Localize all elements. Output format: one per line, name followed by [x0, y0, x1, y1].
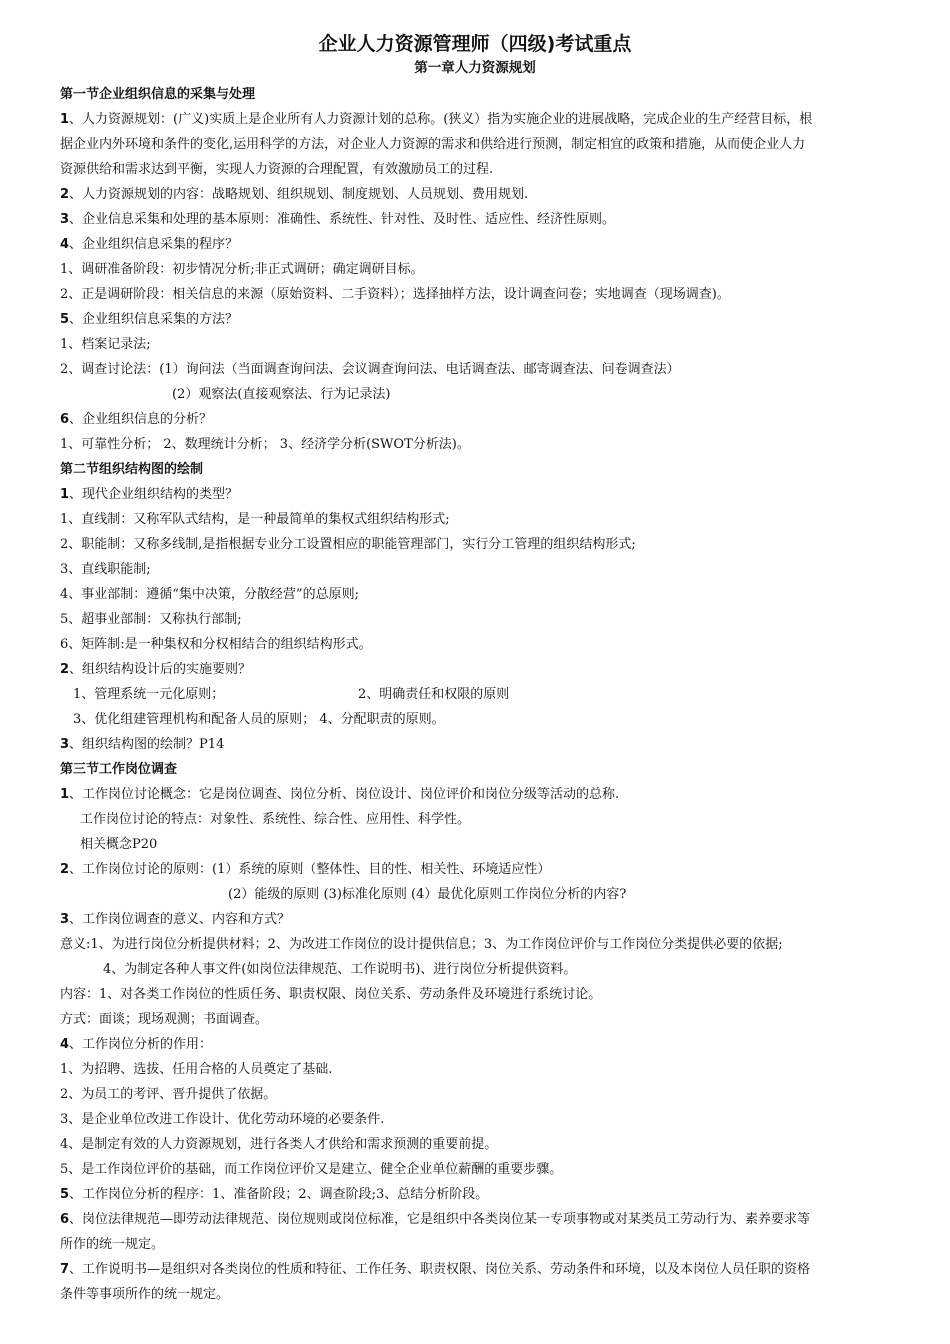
text-line: 3、优化组建管理机构和配备人员的原则； 4、分配职责的原则。 [73, 712, 445, 727]
text-line: 内容：1、对各类工作岗位的性质任务、职责权限、岗位关系、劳动条件及环境进行系统讨论。 [60, 987, 602, 1002]
text-line: 6、岗位法律规范—即劳动法律规范、岗位规则或岗位标准，它是组织中各类岗位某一专项事物或对某类员工劳动行为、素养要求等 [60, 1212, 811, 1227]
text-line: 1、调研准备阶段：初步情况分析;非正式调研；确定调研目标。 [60, 262, 424, 277]
text-line: 3、直线职能制; [60, 562, 151, 577]
text-line: 2、人力资源规划的内容：战略规划、组织规划、制度规划、人员规划、费用规划. [60, 187, 529, 202]
text-line: 4、是制定有效的人力资源规划，进行各类人才供给和需求预测的重要前提。 [60, 1137, 498, 1152]
text-line: 5、工作岗位分析的程序：1、准备阶段；2、调查阶段;3、总结分析阶段。 [60, 1187, 489, 1202]
text-line: 7、工作说明书—是组织对各类岗位的性质和特征、工作任务、职责权限、岗位关系、劳动条件和环境，以及本岗位人员任职的资格 [60, 1262, 811, 1277]
text-line: 1、为招聘、选拔、任用合格的人员奠定了基础. [60, 1062, 333, 1077]
text-line: 1、人力资源规划：(广义)实质上是企业所有人力资源计划的总称。(狭义）指为实施企业的进展战略，完成企业的生产经营目标，根 [60, 112, 813, 127]
text-line: 4、事业部制：遵循“集中决策，分散经营”的总原则; [60, 587, 359, 602]
text-line: 2、为员工的考评、晋升提供了依据。 [60, 1087, 277, 1102]
text-line: 方式：面谈；现场观测；书面调查。 [60, 1012, 269, 1027]
text-line: 5、是工作岗位评价的基础，而工作岗位评价又是建立、健全企业单位薪酬的重要步骤。 [60, 1162, 563, 1177]
text-line: 3、是企业单位改进工作设计、优化劳动环境的必要条件. [60, 1112, 385, 1127]
text-line: (2）观察法(直接观察法、行为记录法) [172, 387, 391, 402]
text-line: 2、正是调研阶段：相关信息的来源（原始资料、二手资料）；选择抽样方法，设计调查问卷；实地调查（现场调查)。 [60, 287, 730, 302]
text-line: 1、直线制：又称军队式结构，是一种最简单的集权式组织结构形式; [60, 512, 450, 527]
text-line: 1、档案记录法; [60, 337, 151, 352]
text-line: 4、工作岗位分析的作用： [60, 1037, 213, 1052]
text-line: 据企业内外环境和条件的变化,运用科学的方法，对企业人力资源的需求和供给进行预测，制定相宜的政策和措施，从而使企业人力 [60, 137, 806, 152]
text-line: 1、现代企业组织结构的类型？ [60, 487, 239, 502]
section-heading: 第二节组织结构图的绘制 [60, 462, 204, 477]
text-line: 相关概念P20 [80, 837, 158, 852]
text-line: 6、矩阵制:是一种集权和分权相结合的组织结构形式。 [60, 637, 372, 652]
section-heading: 第一节企业组织信息的采集与处理 [60, 87, 256, 102]
text-line: 2、组织结构设计后的实施要则？ [60, 662, 252, 677]
text-line: 2、工作岗位讨论的原则：(1）系统的原则（整体性、目的性、相关性、环境适应性） [60, 862, 551, 877]
text-line: 5、企业组织信息采集的方法？ [60, 312, 239, 327]
section-heading: 第三节工作岗位调查 [60, 762, 178, 777]
text-line: 1、管理系统一元化原则； [73, 687, 225, 702]
text-line: 2、调查讨论法：(1）询问法（当面调查询问法、会议调查询问法、电话调查法、邮寄调查法、问卷调查法） [60, 362, 680, 377]
text-line: 工作岗位讨论的特点：对象性、系统性、综合性、应用性、科学性。 [80, 812, 471, 827]
text-line: 6、企业组织信息的分析？ [60, 412, 213, 427]
text-line: 5、超事业部制：又称执行部制; [60, 612, 242, 627]
text-line: 1、可靠性分析； 2、数理统计分析； 3、经济学分析(SWOT分析法)。 [60, 437, 470, 452]
text-line: 资源供给和需求达到平衡，实现人力资源的合理配置，有效激励员工的过程. [60, 162, 494, 177]
chapter-title: 第一章人力资源规划 [414, 60, 536, 76]
text-line: 2、明确责任和权限的原则 [358, 687, 510, 702]
text-line: 3、工作岗位调查的意义、内容和方式？ [60, 912, 291, 927]
text-line: 4、企业组织信息采集的程序？ [60, 237, 239, 252]
text-line: 4、为制定各种人事文件(如岗位法律规范、工作说明书)、进行岗位分析提供资料。 [103, 962, 577, 977]
text-line: 1、工作岗位讨论概念：它是岗位调查、岗位分析、岗位设计、岗位评价和岗位分级等活动的总称. [60, 787, 620, 802]
text-line: 2、职能制：又称多线制,是指根据专业分工设置相应的职能管理部门，实行分工管理的组织结构形式; [60, 537, 636, 552]
text-line: 条件等事项所作的统一规定。 [60, 1287, 230, 1302]
text-line: 意义:1、为进行岗位分析提供材料；2、为改进工作岗位的设计提供信息；3、为工作岗位评价与工作岗位分类提供必要的依据; [60, 937, 783, 952]
text-line: 所作的统一规定。 [60, 1237, 165, 1252]
text-line: (2）能级的原则 (3)标准化原则 (4）最优化原则工作岗位分析的内容? [228, 887, 627, 902]
text-line: 3、企业信息采集和处理的基本原则：准确性、系统性、针对性、及时性、适应性、经济性原则。 [60, 212, 616, 227]
page-title: 企业人力资源管理师（四级)考试重点 [318, 33, 632, 55]
text-line: 3、组织结构图的绘制？P14 [60, 737, 225, 752]
